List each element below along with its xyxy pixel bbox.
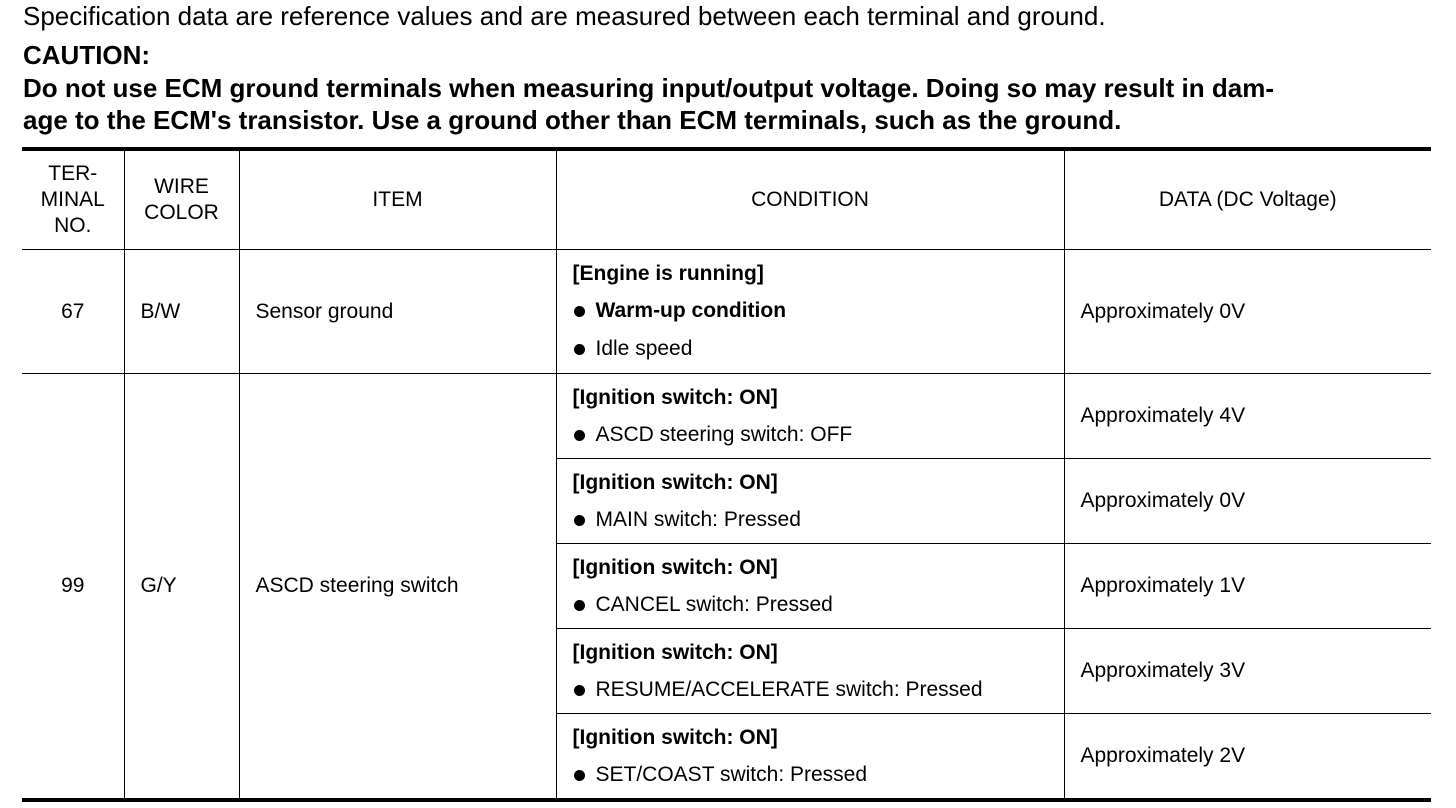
- wire-color-cell: G/Y: [124, 374, 239, 801]
- data-cell: Approximately 3V: [1064, 629, 1431, 714]
- condition-bullet-text: SET/COAST switch: Pressed: [595, 762, 868, 786]
- item-cell: Sensor ground: [239, 250, 556, 374]
- data-cell: Approximately 1V: [1064, 544, 1431, 629]
- header-terminal-no: [22, 149, 124, 250]
- data-cell: Approximately 0V: [1064, 459, 1431, 544]
- header-terminal-line-2: MINAL: [40, 188, 105, 211]
- caution-line-1: Do not use ECM ground terminals when measuring input/output voltage. Doing so may result in dam-: [23, 73, 1274, 103]
- condition-cell: [556, 250, 1064, 374]
- condition-bullet: [573, 501, 1064, 539]
- header-condition: CONDITION: [556, 149, 1064, 250]
- bullet-icon: [574, 306, 585, 317]
- condition-bullet-text: Idle speed: [595, 337, 693, 360]
- bullet-icon: [574, 430, 585, 441]
- table-row: [22, 250, 1431, 374]
- caution-line-2: age to the ECM's transistor. Use a ground other than ECM terminals, such as the ground.: [23, 105, 1122, 135]
- terminal-no-cell: 67: [22, 250, 124, 374]
- condition-cell: [556, 714, 1064, 801]
- condition-cell: [556, 374, 1064, 459]
- condition-cell: [556, 629, 1064, 714]
- wire-color-cell: B/W: [124, 250, 239, 374]
- condition-bullet-text: RESUME/ACCELERATE switch: Pressed: [595, 677, 983, 701]
- intro-text: Specification data are reference values and are measured between each terminal and ground.: [23, 1, 1106, 31]
- header-wire-color: [124, 149, 239, 250]
- condition-bullet: [573, 416, 1064, 454]
- condition-bullet: [573, 756, 1064, 794]
- caution-text: [23, 72, 1433, 136]
- condition-bullet-text: ASCD steering switch: OFF: [595, 422, 853, 446]
- bullet-icon: [574, 685, 585, 696]
- condition-bullet: [573, 292, 1064, 330]
- terminal-spec-table: [22, 147, 1431, 802]
- condition-bullet-text: Warm-up condition: [595, 299, 787, 322]
- data-cell: Approximately 2V: [1064, 714, 1431, 801]
- data-cell: Approximately 0V: [1064, 250, 1431, 374]
- condition-head: [Ignition switch: ON]: [572, 555, 778, 579]
- header-item: ITEM: [239, 149, 556, 250]
- header-terminal-line-1: TER-: [48, 162, 98, 185]
- terminal-no-cell: 99: [22, 374, 124, 801]
- bullet-icon: [574, 600, 585, 611]
- condition-bullet-text: MAIN switch: Pressed: [595, 507, 801, 531]
- table-header-row: [22, 149, 1431, 250]
- condition-head: [Ignition switch: ON]: [572, 385, 778, 409]
- condition-bullet-text: CANCEL switch: Pressed: [595, 592, 833, 616]
- condition-bullet: [573, 330, 1064, 368]
- caution-title: CAUTION:: [23, 40, 151, 70]
- data-cell: Approximately 4V: [1064, 374, 1431, 459]
- condition-bullet: [573, 671, 1064, 709]
- header-wire-line-2: COLOR: [144, 201, 219, 224]
- header-wire-line-1: WIRE: [154, 175, 209, 198]
- condition-cell: [556, 459, 1064, 544]
- condition-head: [Ignition switch: ON]: [572, 725, 778, 749]
- condition-bullet: [573, 586, 1064, 624]
- bullet-icon: [574, 344, 585, 355]
- bullet-icon: [574, 770, 585, 781]
- header-terminal-line-3: NO.: [54, 214, 92, 237]
- condition-head: [Ignition switch: ON]: [572, 470, 778, 494]
- header-data: DATA (DC Voltage): [1064, 149, 1431, 250]
- table-row: [22, 374, 1431, 459]
- condition-head: [Ignition switch: ON]: [572, 640, 778, 664]
- bullet-icon: [574, 515, 585, 526]
- item-cell: ASCD steering switch: [239, 374, 556, 801]
- condition-cell: [556, 544, 1064, 629]
- condition-head: [Engine is running]: [572, 262, 764, 285]
